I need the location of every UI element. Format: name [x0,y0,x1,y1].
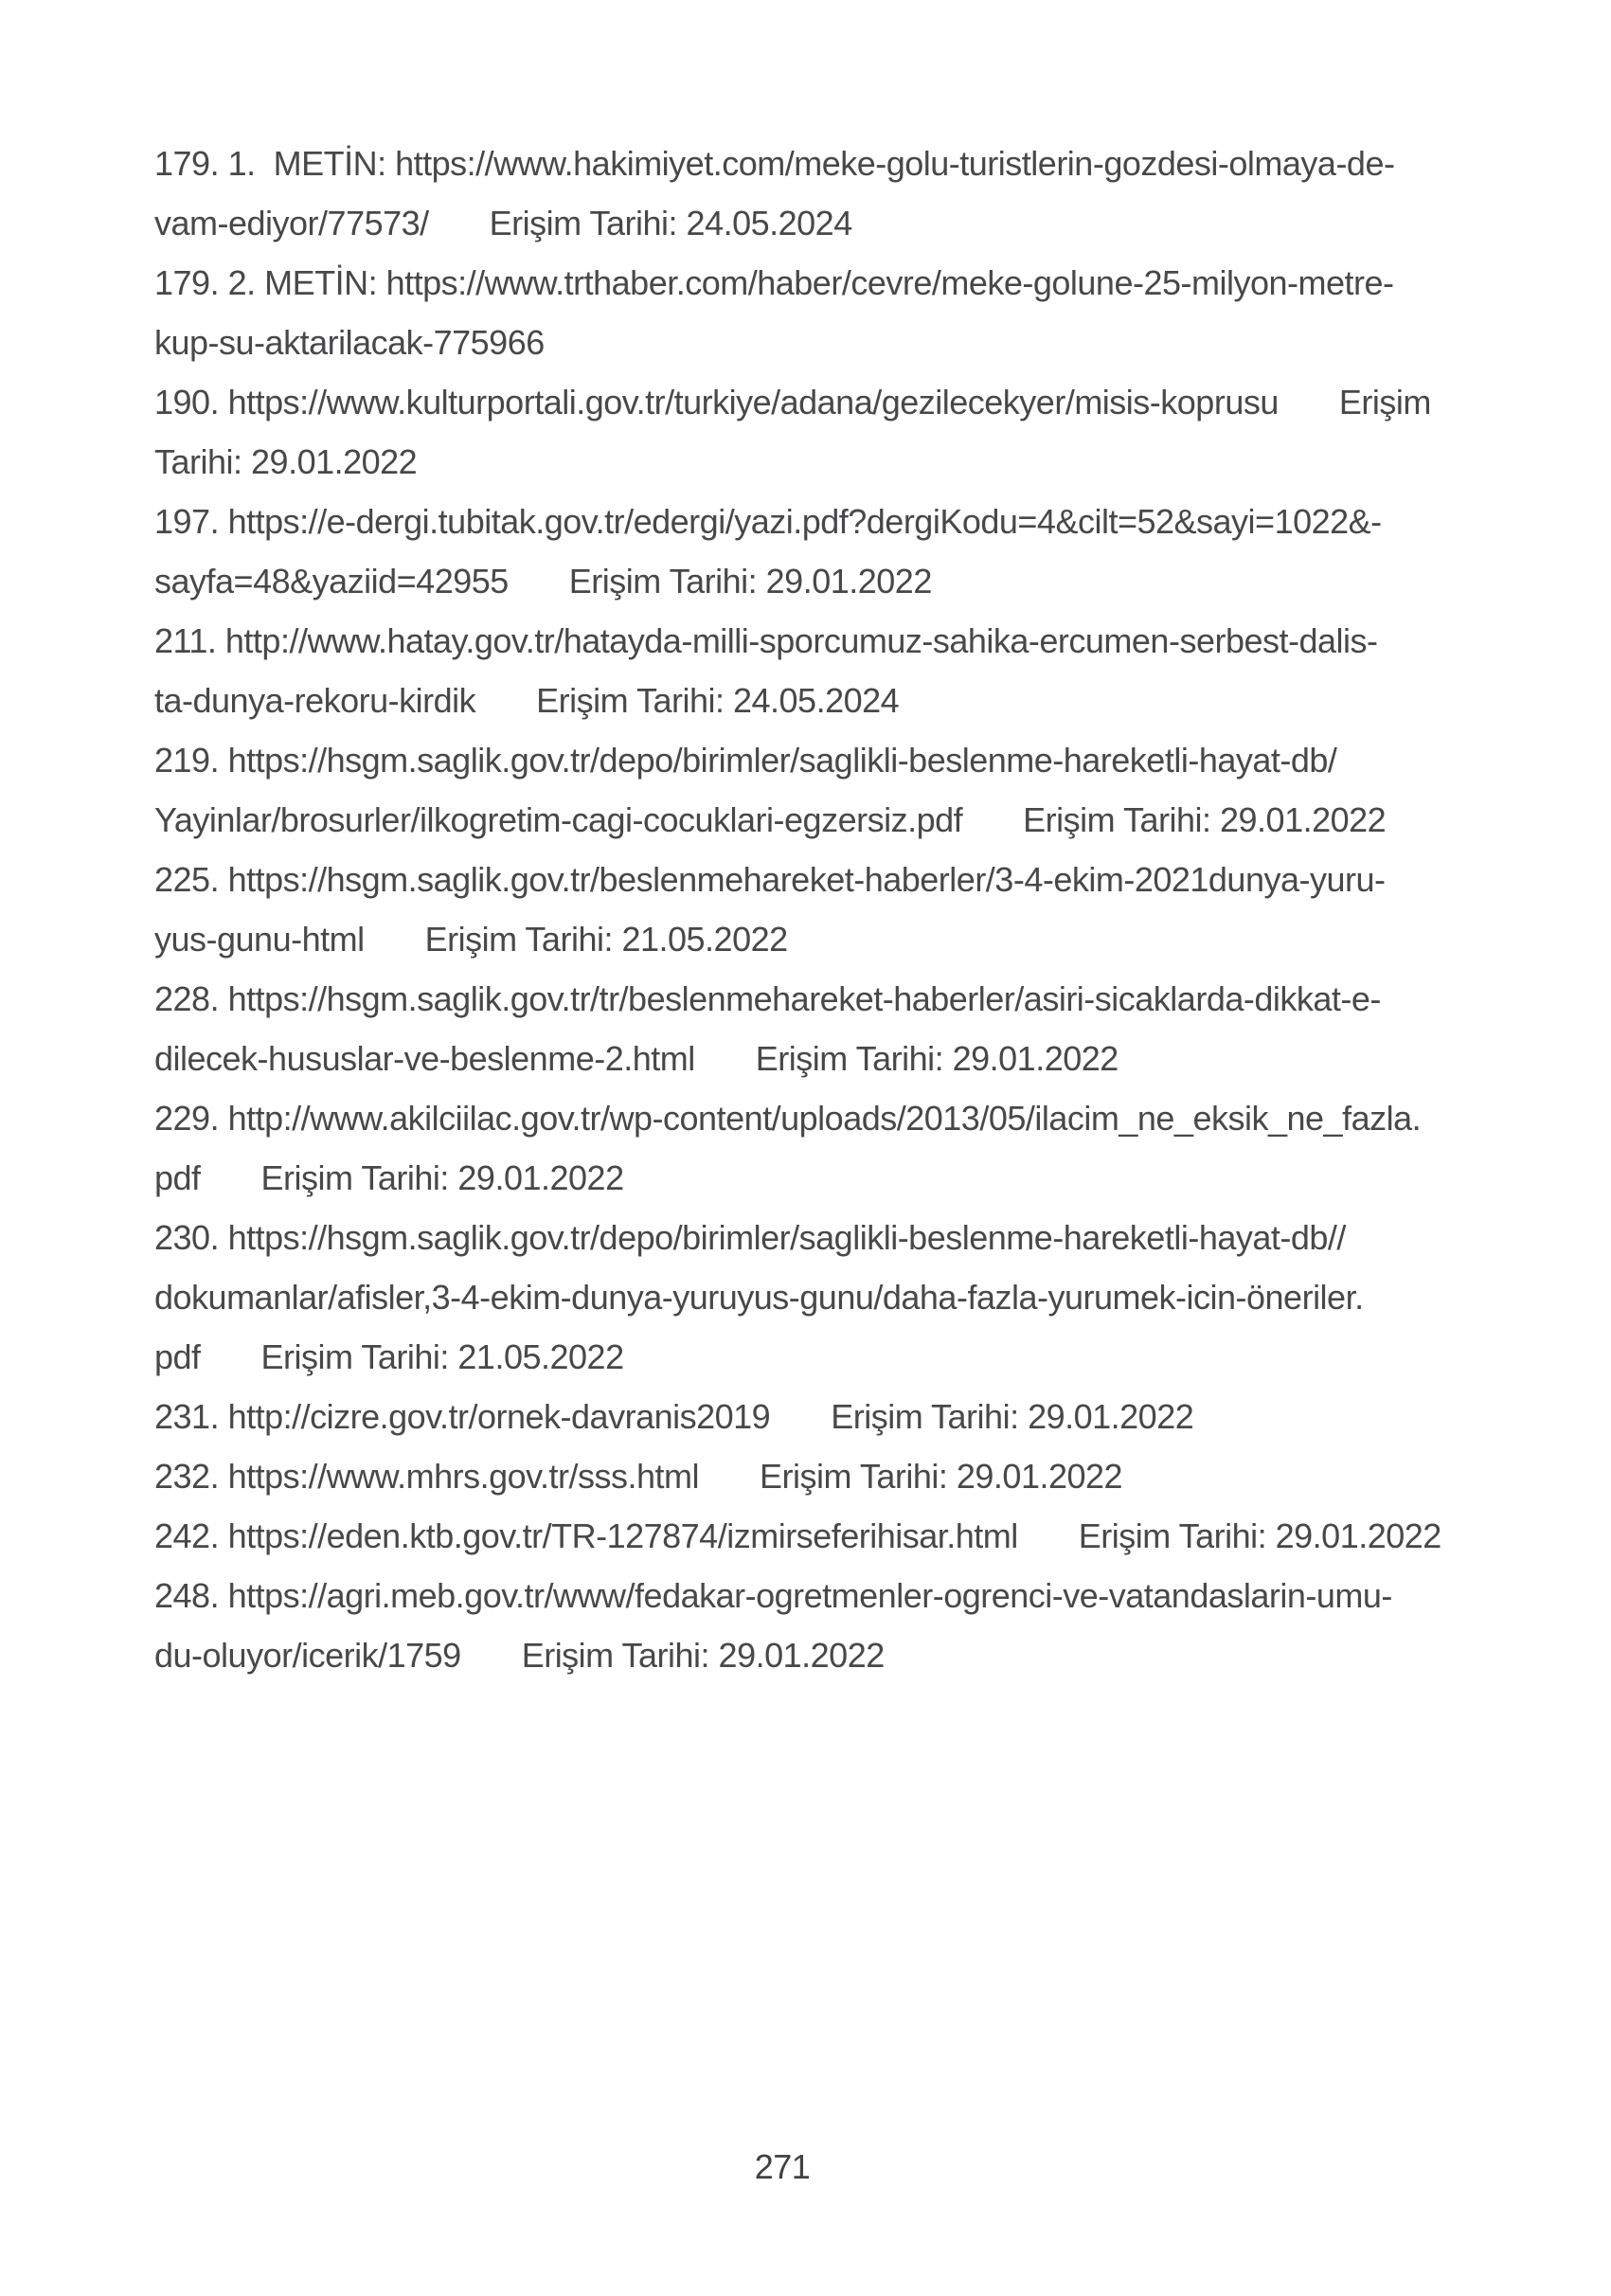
reference-url-text: 179. 2. METİN: https://www.trthaber.com/haber/cevre/meke-golune-25-milyon-metre- [154,263,1394,302]
reference-entry [154,1566,1497,1685]
reference-url-text: Tarihi: 29.01.2022 [154,442,418,481]
reference-url-text: dilecek-hususlar-ve-beslenme-2.html [154,1039,695,1078]
reference-url-text: 230. https://hsgm.saglik.gov.tr/depo/birimler/saglikli-beslenme-hareketli-hayat-db// [154,1218,1346,1257]
reference-url-text: dokumanlar/afisler,3-4-ekim-dunya-yuruyus-gunu/daha-fazla-yurumek-icin-öneriler. [154,1278,1364,1317]
reference-url-text: 179. 1. METİN: https://www.hakimiyet.com/meke-golu-turistlerin-gozdesi-olmaya-de- [154,144,1395,183]
tab-gap [461,1666,522,1667]
reference-url-text: 229. http://www.akilciilac.gov.tr/wp-content/uploads/2013/05/ilacim_ne_eksik_ne_fazla. [154,1099,1422,1138]
reference-url-text: 219. https://hsgm.saglik.gov.tr/depo/birimler/saglikli-beslenme-hareketli-hayat-db/ [154,741,1337,780]
reference-entry [154,134,1497,253]
reference-url-text: pdf [154,1337,201,1376]
reference-url-text: 190. https://www.kulturportali.gov.tr/turkiye/adana/gezilecekyer/misis-koprusu [154,383,1279,422]
access-date-text: Erişim Tarihi: 29.01.2022 [521,1636,885,1675]
reference-url-text: 197. https://e-dergi.tubitak.gov.tr/edergi/yazi.pdf?dergiKodu=4&cilt=52&sayi=1022&- [154,502,1382,541]
reference-url-text: vam-ediyor/77573/ [154,204,429,242]
reference-line [154,1625,1497,1685]
reference-url-text: 211. http://www.hatay.gov.tr/hatayda-milli-sporcumuz-sahika-ercumen-serbest-dalis- [154,621,1378,660]
reference-entry [154,253,1497,372]
reference-entry [154,730,1497,850]
tab-gap [429,234,490,235]
tab-gap [1018,1547,1079,1548]
reference-line [154,1208,1497,1267]
tab-gap [365,950,425,951]
reference-entry [154,1208,1497,1387]
tab-gap [509,592,569,593]
reference-line [154,850,1497,909]
access-date-text: Erişim Tarihi: 21.05.2022 [424,920,788,959]
reference-url-text: 242. https://eden.ktb.gov.tr/TR-127874/izmirseferihisar.html [154,1516,1018,1555]
reference-line [154,1029,1497,1088]
reference-line [154,1327,1497,1387]
reference-url-text: 228. https://hsgm.saglik.gov.tr/tr/beslenmehareket-haberler/asiri-sicaklarda-dikkat-e- [154,979,1381,1018]
access-date-text: Erişim Tarihi: 29.01.2022 [1023,800,1387,839]
reference-line [154,253,1497,313]
tab-gap [475,711,536,712]
access-date-text: Erişim Tarihi: 29.01.2022 [831,1397,1194,1436]
tab-gap [699,1487,760,1488]
reference-line [154,1148,1497,1208]
access-date-text: Erişim Tarihi: 24.05.2024 [489,204,852,242]
reference-entry [154,969,1497,1088]
tab-gap [695,1069,756,1070]
tab-gap [770,1427,831,1428]
reference-line [154,1267,1497,1327]
reference-line [154,492,1497,551]
reference-url-text: Yayinlar/brosurler/ilkogretim-cagi-cocuklari-egzersiz.pdf [154,800,963,839]
access-date-text: Erişim Tarihi: 21.05.2022 [260,1337,624,1376]
reference-line [154,1088,1497,1148]
reference-entry [154,850,1497,969]
access-date-text: Erişim Tarihi: 29.01.2022 [568,562,932,601]
access-date-text: Erişim Tarihi: 29.01.2022 [260,1158,624,1197]
tab-gap [201,1368,261,1369]
reference-entry [154,1506,1497,1566]
access-date-text: Erişim [1338,383,1431,422]
reference-url-text: kup-su-aktarilacak-775966 [154,323,545,362]
reference-url-text: 248. https://agri.meb.gov.tr/www/fedakar-ogretmenler-ogrenci-ve-vatandaslarin-umu- [154,1576,1392,1615]
reference-entry [154,1088,1497,1208]
reference-line [154,551,1497,611]
access-date-text: Erişim Tarihi: 29.01.2022 [760,1457,1123,1496]
reference-line [154,193,1497,253]
access-date-text: Erişim Tarihi: 29.01.2022 [1078,1516,1441,1555]
reference-entry [154,1446,1497,1506]
reference-line [154,730,1497,790]
reference-url-text: 231. http://cizre.gov.tr/ornek-davranis2019 [154,1397,771,1436]
reference-line [154,671,1497,730]
reference-line [154,1506,1497,1566]
reference-url-text: du-oluyor/icerik/1759 [154,1636,461,1675]
reference-line [154,432,1497,492]
reference-url-text: ta-dunya-rekoru-kirdik [154,681,476,720]
access-date-text: Erişim Tarihi: 24.05.2024 [536,681,900,720]
reference-line [154,1566,1497,1625]
reference-line [154,909,1497,969]
reference-entry [154,1387,1497,1446]
reference-url-text: yus-gunu-html [154,920,365,959]
tab-gap [962,831,1023,832]
reference-entry [154,611,1497,730]
access-date-text: Erişim Tarihi: 29.01.2022 [755,1039,1119,1078]
references-list [154,134,1497,1685]
reference-line [154,1446,1497,1506]
reference-line [154,969,1497,1029]
reference-url-text: 232. https://www.mhrs.gov.tr/sss.html [154,1457,700,1496]
reference-url-text: sayfa=48&yaziid=42955 [154,562,509,601]
reference-url-text: 225. https://hsgm.saglik.gov.tr/beslenmehareket-haberler/3-4-ekim-2021dunya-yuru- [154,860,1386,899]
tab-gap [1279,413,1339,414]
reference-line [154,372,1497,432]
tab-gap [201,1189,261,1190]
reference-line [154,790,1497,850]
page-number: 271 [754,2147,811,2186]
reference-line [154,313,1497,372]
reference-line [154,1387,1497,1446]
reference-line [154,134,1497,193]
reference-url-text: pdf [154,1158,201,1197]
reference-entry [154,372,1497,492]
reference-entry [154,492,1497,611]
reference-line [154,611,1497,671]
